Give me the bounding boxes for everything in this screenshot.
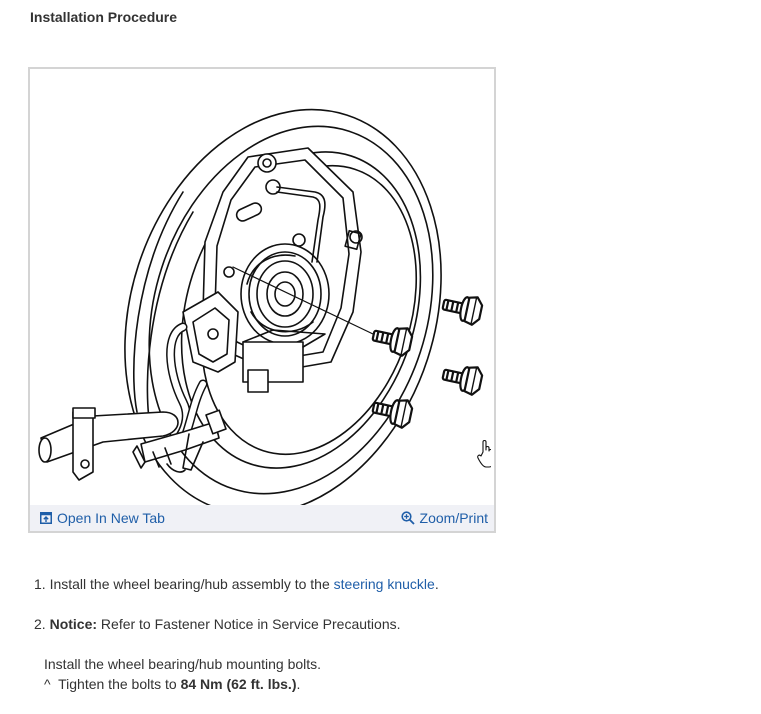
- figure-toolbar: [30, 505, 494, 531]
- step-text-end: .: [434, 576, 439, 592]
- step-number: 2.: [34, 616, 46, 632]
- figure-container: [28, 67, 496, 533]
- wheel-hub-illustration[interactable]: [33, 72, 491, 506]
- steering-knuckle-link[interactable]: steering knuckle: [333, 576, 435, 592]
- bullet-caret: ^: [44, 676, 51, 692]
- tighten-line: [44, 674, 734, 694]
- open-in-new-tab-label: Open In New Tab: [57, 510, 165, 526]
- procedure-steps: [34, 574, 734, 694]
- cursor-hand-icon: [478, 441, 491, 468]
- step-1: [34, 574, 734, 594]
- zoom-icon: [401, 511, 415, 525]
- open-in-new-tab-icon: [40, 512, 52, 524]
- open-in-new-tab-link[interactable]: [40, 510, 165, 526]
- section-title: Installation Procedure: [30, 9, 178, 25]
- step-2: [34, 614, 734, 694]
- tighten-text: Tighten the bolts to: [58, 676, 177, 692]
- step-instruction: Install the wheel bearing/hub mounting bolts.: [44, 656, 322, 672]
- step-text: Install the wheel bearing/hub assembly to the: [49, 576, 330, 592]
- notice-label: Notice:: [49, 616, 98, 632]
- zoom-print-link[interactable]: [401, 510, 488, 526]
- notice-text: Refer to Fastener Notice in Service Precautions.: [100, 616, 401, 632]
- wheel-hub-diagram: [33, 72, 491, 506]
- zoom-print-label: Zoom/Print: [419, 510, 488, 526]
- torque-value: 84 Nm (62 ft. lbs.): [180, 676, 297, 692]
- tighten-end: .: [296, 676, 301, 692]
- step-number: 1.: [34, 576, 46, 592]
